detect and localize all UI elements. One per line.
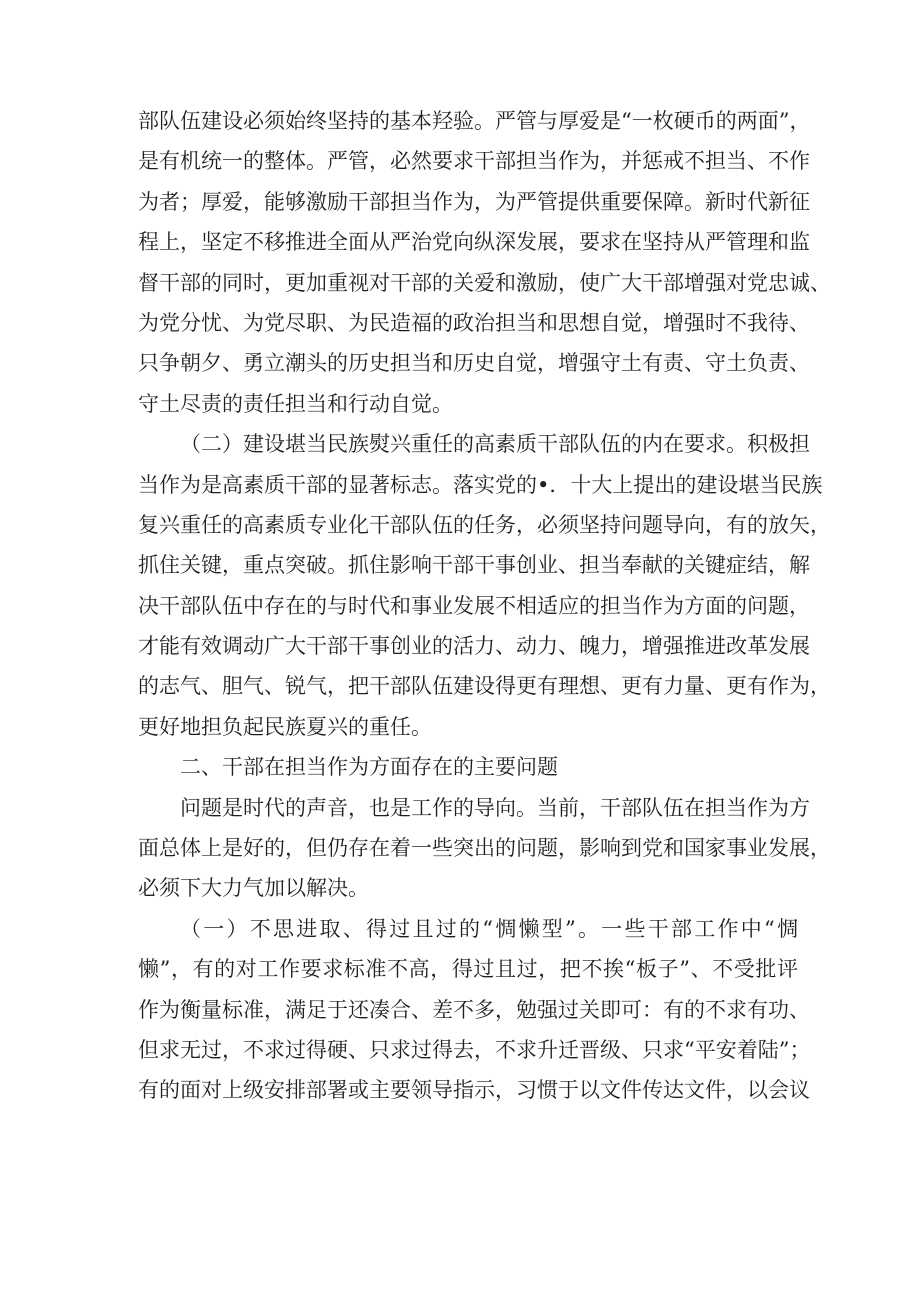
- paragraph-line: 必须下大力气加以解决。: [138, 876, 369, 901]
- paragraph-line: 为者；厚爱，能够激励干部担当作为，为严管提供重要保障。新时代新征: [138, 189, 810, 214]
- paragraph-line: 有的面对上级安排部署或主要领导指示，习惯于以文件传达文件，以会议: [138, 1078, 810, 1103]
- paragraph-line: 但求无过，不求过得硬、只求过得去，不求升迁晋级、只求“平安着陆”；: [138, 1037, 811, 1062]
- paragraph-line: 决干部队伍中存在的与时代和事业发展不相适应的担当作为方面的问题，: [138, 593, 810, 618]
- paragraph-line: （二）建设堪当民族熨兴重任的高素质干部队伍的内在要求。积极担: [180, 432, 810, 457]
- paragraph-line: 为党分忧、为党尽职、为民造福的政治担当和思想自觉，增强时不我待、: [138, 310, 810, 335]
- paragraph-line: 督干部的同时，更加重视对干部的关爱和激励，使广大干部增强对党忠诚、: [138, 270, 831, 295]
- paragraph-line: 才能有效调动广大干部干事创业的活力、动力、魄力，增强推进改革发展: [138, 634, 810, 659]
- paragraph-line: 部队伍建设必须始终坚持的基本羟验。严管与厚爱是“一枚硬币的两面”，: [138, 109, 811, 133]
- document-body: [138, 101, 831, 1111]
- paragraph-line: 作为衡量标准，满足于还凑合、差不多，勉强过关即可：有的不求有功、: [138, 997, 810, 1022]
- paragraph-line: 抓住关键，重点突破。抓住影响干部干事创业、担当奉献的关键症结，解: [138, 553, 810, 578]
- paragraph-line: 是有机统一的整体。严管，必然要求干部担当作为，并惩戒不担当、不作: [138, 149, 810, 174]
- paragraph-line: 程上，坚定不移推进全面从严治党向纵深发展，要求在坚持从严管理和监: [138, 230, 810, 255]
- paragraph-line: 的志气、胆气、锐气，把干部队伍建设得更有理想、更有力量、更有作为，: [138, 674, 831, 699]
- paragraph-line: 当作为是高素质干部的显著标志。落实党的•．十大上提出的建设堪当民族: [138, 472, 823, 497]
- paragraph-line: 复兴重任的高素质专业化干部队伍的任务，必须坚持问题导向，有的放矢，: [138, 512, 831, 537]
- paragraph-line: （一）不思进取、得过且过的“惆懒型”。一些干部工作中“惆: [180, 916, 798, 941]
- paragraph-line: 只争朝夕、勇立潮头的历史担当和历史自觉，增强守土有责、守土负责、: [138, 351, 810, 376]
- paragraph-line: 守土尽责的责任担当和行动自觉。: [138, 391, 453, 416]
- paragraph-line: 更好地担负起民族夏兴的重任。: [138, 714, 432, 739]
- paragraph-line: 懒”，有的对工作要求标准不高，得过且过，把不挨“板子”、不受批评: [138, 957, 798, 982]
- paragraph-line: 面总体上是好的，但仍存在着一些突出的问题，影响到党和国家事业发展，: [138, 836, 831, 861]
- section-heading: 二、干部在担当作为方面存在的主要问题: [180, 755, 558, 780]
- paragraph-line: 问题是时代的声音，也是工作的导向。当前，干部队伍在担当作为方: [180, 795, 810, 820]
